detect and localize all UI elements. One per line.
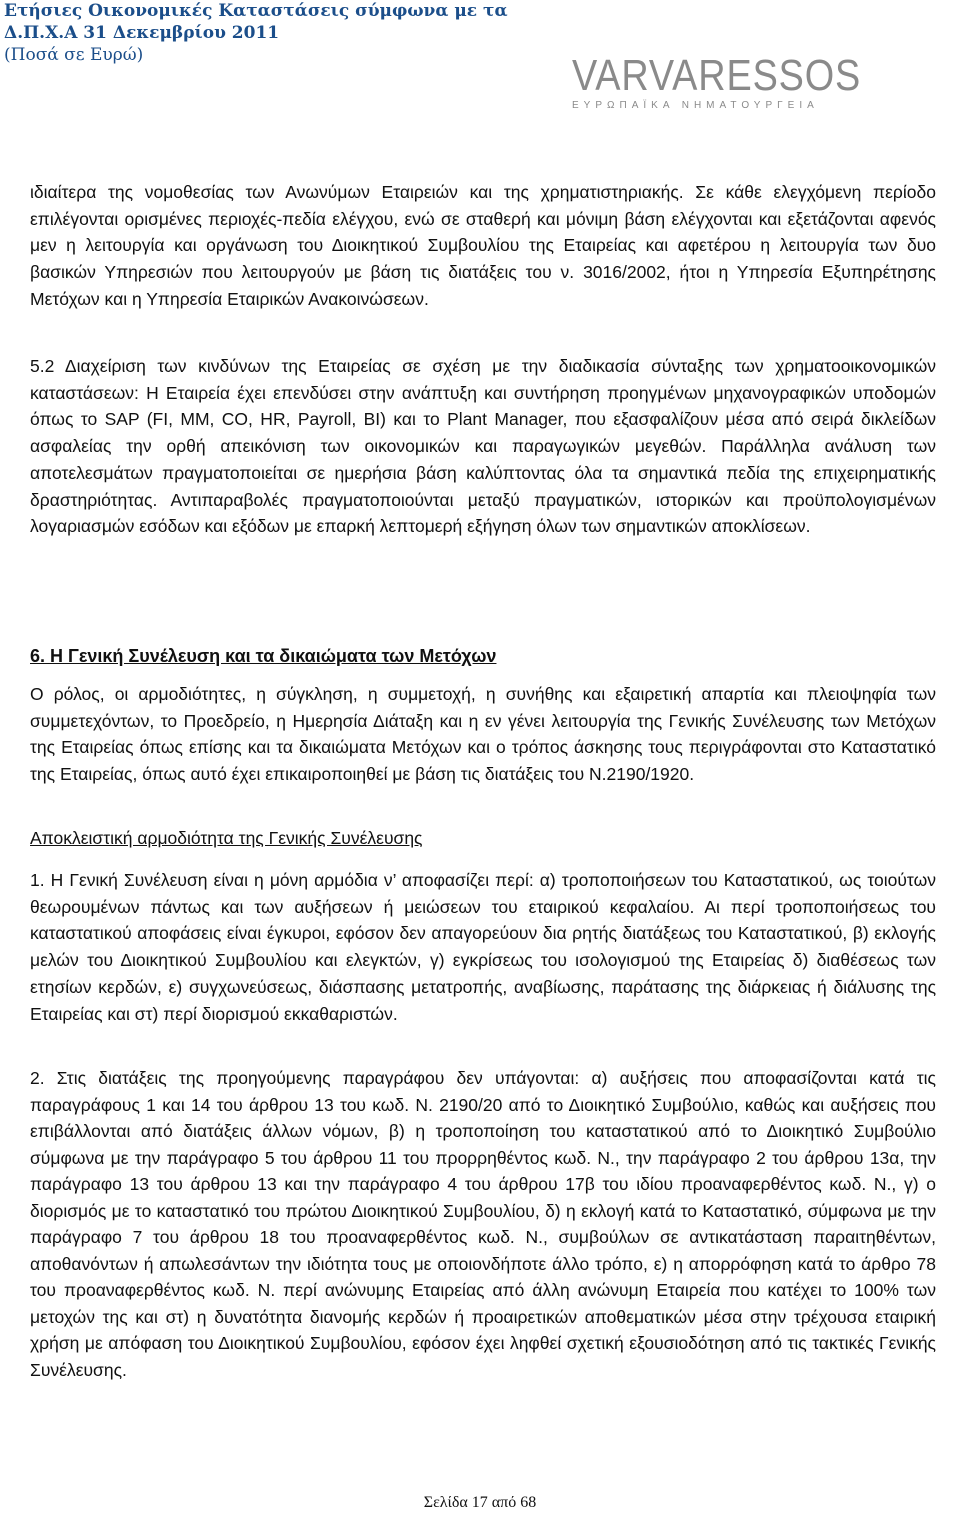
risk-section: [30, 353, 936, 540]
item1-section: [30, 867, 936, 1027]
list-item: 1. Η Γενική Συνέλευση είναι η μόνη αρμόδια ν’ αποφασίζει περί: α) τροποποιήσεων του Καταστατικού, ως τοιούτων θεωρουμένων πάντως και των αυξήσεων ή μειώσεων του εταιρικού κεφαλαίου. Αι περί τροποποιήσεως του καταστατικού αποφάσεις είναι έγκυροι, εφόσον δεν απαγορεύουν δια ρητής διατάξεως του Καταστατικού, β) εκλογής μελών του Διοικητικού Συμβουλίου και ελεγκτών, γ) εγκρίσεως του ισολογισμού της Εταιρείας δ) διαθέσεως των ετησίων κερδών, ε) συγχωνεύσεως, διάσπασης μετατροπής, αναβίωσης, παράτασης της διάρκειας ή διάλυσης της Εταιρείας και στ) περί διορισμού εκκαθαριστών.: [30, 870, 936, 1024]
risk-paragraph: 5.2 Διαχείριση των κινδύνων της Εταιρείας σε σχέση με την διαδικασία σύνταξης των χρηματοοικονομικών καταστάσεων: Η Εταιρεία έχει επενδύσει στην ανάπτυξη και συντήρηση προηγμένων μηχανογραφικών υποδομών όπως το SAP (FI, MM, CO, HR, Payroll, BI) και το Plant Manager, που εξασφαλίζουν μέσα από σειρά δικλείδων ασφαλείας την ορθή απεικόνιση των οικονομικών και παραγωγικών μεγεθών. Παράλληλα ανάλυση των αποτελεσμάτων πραγματοποιείται σε ημερήσια βάση καλύπτοντας όλα τα σημαντικά πεδία της επιχειρηματικής δραστηριότητας. Αντιπαραβολές πραγματοποιούνται μεταξύ πραγματικών, ιστορικών και προϋπολογισμένων λογαριασμών εσόδων και εξόδων με επαρκή λεπτομερή εξήγηση όλων των σημαντικών αποκλίσεων.: [30, 356, 936, 537]
company-logo: [572, 51, 862, 111]
header-date: Δ.Π.Χ.Α 31 Δεκεμβρίου 2011: [4, 23, 280, 43]
item2-section: [30, 1065, 936, 1383]
list-item: 2. Στις διατάξεις της προηγούμενης παραγράφου δεν υπάγονται: α) αυξήσεις που αποφασίζονται κατά τις παραγράφους 1 και 14 του άρθρου 13 του κωδ. Ν. 2190/20 από το Διοικητικό Συμβούλιο, καθώς και αυξήσεις που επιβάλλονται από διατάξεις άλλων νόμων, β) η τροποποίηση του καταστατικού από το Διοικητικό Συμβούλιο σύμφωνα με την παράγραφο 5 του άρθρου 11 του προρρηθέντος κωδ. Ν., την παράγραφο 2 του άρθρου 13α, την παράγραφο 13 του άρθρου 13 και την παράγραφο 4 του άρθρου 17β του ιδίου προαναφερθέντος κωδ. Ν., γ) ο διορισμός με το καταστατικό του πρώτου Διοικητικού Συμβουλίου, δ) η εκλογή κατά το Καταστατικό, σύμφωνα με την παράγραφο 7 του άρθρου 18 του προαναφερθέντος κωδ. Ν., συμβούλων σε αντικατάσταση παραιτηθέντων, αποθανόντων ή απωλεσάντων την ιδιότητα τους με οποιονδήποτε άλλο τρόπο, ε) η απορρόφηση κατά το άρθρο 78 του προαναφερθέντος κωδ. Ν. περί ανώνυμης Εταιρείας από άλλη ανώνυμη Εταιρεία που κατέχει το 100% των μετοχών της και στ) η δυνατότητα διανομής κερδών ή προαιρετικών αποθεματικών μέσα στην τρέχουσα εταιρική χρήση με απόφαση του Διοικητικού Συμβουλίου, εφόσον έχει ληφθεί σχετική εξουσιοδότηση από τις τακτικές Γενικής Συνέλευσης.: [30, 1068, 936, 1380]
role-paragraph: Ο ρόλος, οι αρμοδιότητες, η σύγκληση, η συμμετοχή, η συνήθης και εξαιρετική απαρτία και πλειοψηφία των συμμετεχόντων, το Προεδρείο, η Ημερησία Διάταξη και η εν γένει λειτουργία της Γενικής Συνέλευσης των Μετόχων της Εταιρείας όπως επίσης και τα δικαιώματα Μετόχων και ο τρόπος άσκησης τους περιγράφονται στο Καταστατικό της Εταιρείας, όπως αυτό έχει επικαιροποιηθεί με βάση τις διατάξεις του Ν.2190/1920.: [30, 684, 936, 785]
logo-name: VARVARESSOS: [572, 51, 862, 100]
report-header: [4, 0, 508, 66]
intro-section: [30, 179, 936, 313]
intro-paragraph: ιδιαίτερα της νομοθεσίας των Ανωνύμων Εταιρειών και της χρηματιστηριακής. Σε κάθε ελεγχόμενη περίοδο επιλέγονται ορισμένες περιοχές-πεδία ελέγχου, ενώ σε σταθερή και μόνιμη βάση ελέγχονται και εξετάζονται αφενός μεν η λειτουργία και οργάνωση του Διοικητικού Συμβουλίου της Εταιρείας και αφετέρου η λειτουργία των δυο βασικών Υπηρεσιών που λειτουργούν με βάση τις διατάξεις του ν. 3016/2002, ήτοι η Υπηρεσία Εξυπηρέτησης Μετόχων και η Υπηρεσία Εταιρικών Ανακοινώσεων.: [30, 182, 936, 309]
subheading: Αποκλειστική αρμοδιότητα της Γενικής Συνέλευσης: [30, 828, 423, 848]
section-heading: 6. Η Γενική Συνέλευση και τα δικαιώματα των Μετόχων: [30, 646, 497, 666]
role-section: [30, 681, 936, 788]
logo-tagline: ΕΥΡΩΠΑΪΚΑ ΝΗΜΑΤΟΥΡΓΕΙΑ: [572, 100, 819, 111]
header-title: Ετήσιες Οικονομικές Καταστάσεις σύμφωνα με τα: [4, 1, 508, 21]
page-number: Σελίδα 17 από 68: [423, 1494, 537, 1511]
header-currency: (Ποσά σε Ευρώ): [4, 45, 144, 65]
